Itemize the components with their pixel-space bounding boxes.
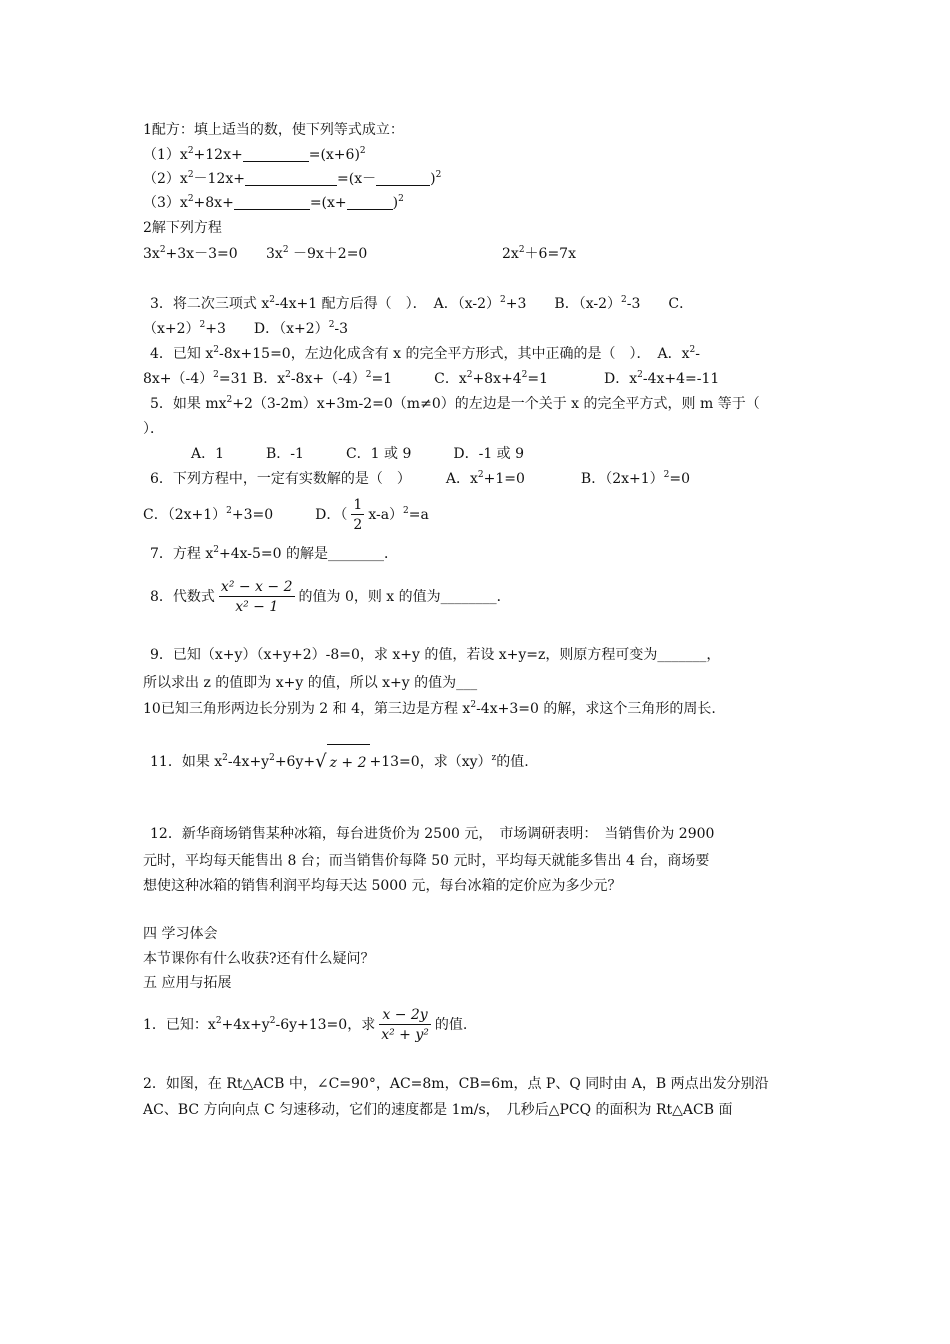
section-4-text: 本节课你有什么收获?还有什么疑问？: [143, 951, 375, 967]
q11: 11．如果 $x^2-4x+y^2+6y+√$ z + 2 +13=0，求（xy）$^z$的值.: [150, 744, 529, 780]
answer-blank[interactable]: [347, 196, 393, 210]
application-1: 1．已知：$x^2+4x+y^2-6y+13=0$，求 $\frac{x - 2y}{\text{x² + y²}}$ 的值.: [143, 1007, 468, 1043]
q5-line-2: ）．: [143, 421, 164, 437]
section-4-title: 四 学习体会: [143, 926, 218, 942]
application-2-line-1: 2．如图，在 Rt△ACB 中，∠C=90°，AC=8m，CB=6m，点 P、Q 同时由 A，B 两点出发分别沿: [143, 1076, 769, 1092]
q2-equation-2: $3x^2 -9x+2=0$: [266, 245, 368, 262]
fraction-expression: $\frac{x - 2y}{\text{x² + y²}}$: [381, 1007, 429, 1043]
application-2-line-2: AC、BC 方向向点 C 匀速移动，它们的速度都是 1m/s， 几秒后△PCQ 的面积为 Rt△ACB 面: [143, 1102, 733, 1118]
q1-part3: $(3)x^2+8x+ =(x+ )^2$: [143, 194, 404, 211]
q10: 10已知三角形两边长分别为 2 和 4，第三边是方程 $x^2-4x+3=0$ 的解，求这个三角形的周长.: [143, 700, 716, 717]
q2-title: 2解下列方程: [143, 220, 222, 236]
section-5-title: 五 应用与拓展: [143, 975, 232, 991]
q2-equation-3: $2x^2+6=7x$: [502, 245, 576, 262]
answer-blank[interactable]: [243, 148, 309, 162]
fraction-expression: $\frac{\text{x² − x − 2}}{\text{x² − 1}}$: [220, 579, 293, 615]
square-root: √ z + 2: [315, 744, 369, 780]
q1-title: 1配方：填上适当的数，使下列等式成立：: [143, 122, 404, 138]
q3-line-2: $(x+2)^2+3$ D．$(x+2)^2-3$: [143, 320, 349, 337]
q5-line-1: 5．如果 $mx^2+2(3-2m)x+3m-2=0(m\ne 0)$的左边是一个关于 x 的完全平方式，则 m 等于（: [150, 395, 760, 412]
fraction-one-half: $\frac{1}{2}$: [353, 497, 363, 533]
q1-part2: $(2)x^2-12x+ =(x- )^2$: [143, 170, 442, 187]
q3-line-1: 3．将二次三项式 $x^2-4x+1$ 配方后得（ ）． A．$(x-2)^2+3$ B．$(x-2)^2-3$ C．: [150, 295, 694, 312]
q5-options: A．1 B．-1 C．1 或 9 D．-1 或 9: [191, 446, 525, 462]
q1-part1: $(1)x^2+12x+ =(x+6)^2$: [143, 146, 366, 163]
q12-line-3: 想使这种冰箱的销售利润平均每天达 5000 元，每台冰箱的定价应为多少元？: [143, 878, 622, 894]
q12-line-2: 元时，平均每天能售出 8 台；而当销售价每降 50 元时，平均每天就能多售出 4 台，商场要: [143, 853, 710, 869]
q9-line-1: 9．已知（x+y）（x+y+2）-8=0，求 x+y 的值，若设 x+y=z，则原方程可变为_______，: [150, 647, 721, 663]
q6-line-2: C．$(2x+1)^2+3=0$ D．（ $\frac{1}{2}$ x-a）$^2$=a: [143, 497, 429, 533]
q2-equation-1: $3x^2+3x-3=0$: [143, 245, 238, 262]
q8: 8．代数式 $\frac{\text{x² − x − 2}}{\text{x² − 1}}$ 的值为 0，则 x 的值为________．: [150, 579, 511, 615]
q9-line-2: 所以求出 z 的值即为 x+y 的值，所以 x+y 的值为___: [143, 675, 478, 691]
q7: 7．方程 $x^2+4x-5=0$ 的解是________．: [150, 545, 399, 562]
answer-blank[interactable]: [234, 196, 310, 210]
q6-line-1: 6．下列方程中，一定有实数解的是（ ） A．$x^2+1=0$ B．$(2x+1)^2=0$: [150, 470, 691, 487]
q4-line-1: 4．已知 $x^2-8x+15=0$，左边化成含有 x 的完全平方形式，其中正确的是（ ）． A．$x^2-$: [150, 345, 700, 362]
answer-blank[interactable]: [245, 172, 337, 186]
q12-line-1: 12．新华商场销售某种冰箱，每台进货价为 2500 元， 市场调研表明： 当销售价为 2900: [150, 826, 715, 842]
q4-line-2: $8x+(-4)^2=31$ B．$x^2-8x+(-4)^2=1$ C．$x^2+8x+4^2=1$ D．$x^2-4x+4=-11$: [143, 370, 720, 387]
answer-blank[interactable]: [376, 172, 430, 186]
